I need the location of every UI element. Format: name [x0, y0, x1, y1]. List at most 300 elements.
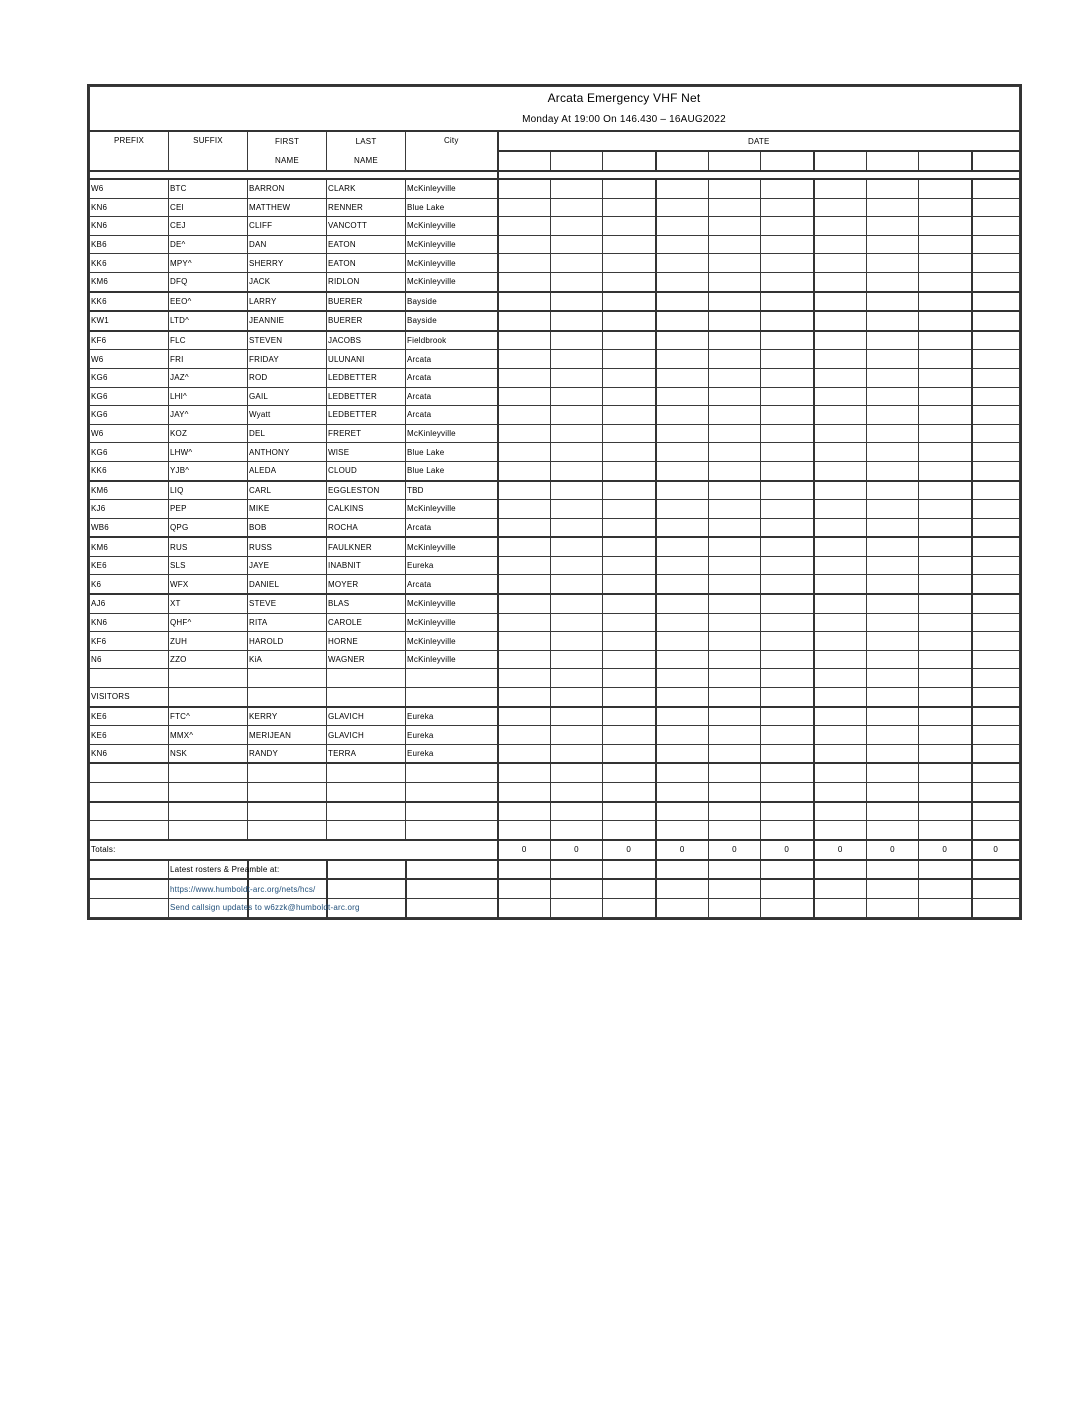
attendance-cell[interactable]	[551, 254, 603, 273]
attendance-cell[interactable]	[551, 443, 603, 462]
attendance-cell[interactable]	[919, 594, 972, 613]
cell-last[interactable]: GLAVICH	[327, 726, 406, 745]
attendance-cell[interactable]	[498, 387, 551, 406]
attendance-cell[interactable]	[919, 179, 972, 198]
attendance-cell[interactable]	[919, 688, 972, 707]
attendance-cell[interactable]	[867, 860, 919, 880]
attendance-cell[interactable]	[972, 575, 1020, 594]
cell-prefix[interactable]	[90, 860, 169, 880]
attendance-cell[interactable]	[656, 783, 709, 802]
attendance-cell[interactable]	[761, 217, 814, 236]
cell-prefix[interactable]: KG6	[90, 443, 169, 462]
attendance-cell[interactable]	[919, 613, 972, 632]
attendance-cell[interactable]	[603, 198, 656, 217]
attendance-cell[interactable]	[814, 292, 867, 312]
cell-prefix[interactable]	[90, 763, 169, 782]
attendance-cell[interactable]	[814, 688, 867, 707]
attendance-cell[interactable]	[919, 537, 972, 556]
attendance-cell[interactable]	[972, 879, 1020, 898]
attendance-cell[interactable]	[867, 387, 919, 406]
attendance-cell[interactable]	[761, 518, 814, 537]
cell-last[interactable]	[327, 821, 406, 840]
cell-first[interactable]: ROD	[248, 368, 327, 387]
attendance-cell[interactable]	[919, 292, 972, 312]
cell-prefix[interactable]: KE6	[90, 556, 169, 575]
cell-suffix[interactable]: FTC^	[169, 707, 248, 726]
attendance-cell[interactable]	[972, 763, 1020, 782]
attendance-cell[interactable]	[603, 217, 656, 236]
attendance-cell[interactable]	[498, 292, 551, 312]
attendance-cell[interactable]	[551, 518, 603, 537]
attendance-cell[interactable]	[814, 461, 867, 480]
attendance-cell[interactable]	[498, 198, 551, 217]
attendance-cell[interactable]	[867, 537, 919, 556]
attendance-cell[interactable]	[919, 783, 972, 802]
cell-first[interactable]: BOB	[248, 518, 327, 537]
attendance-cell[interactable]	[814, 802, 867, 821]
attendance-cell[interactable]	[656, 179, 709, 198]
attendance-cell[interactable]	[761, 235, 814, 254]
cell-city[interactable]: Blue Lake	[406, 198, 498, 217]
callsign-update-note[interactable]: Send callsign updates to w6zzk@humboldt-arc.org	[169, 898, 248, 917]
attendance-cell[interactable]	[709, 802, 761, 821]
cell-suffix[interactable]	[169, 802, 248, 821]
cell-suffix[interactable]: PEP	[169, 500, 248, 519]
date-column-10[interactable]	[972, 151, 1020, 171]
attendance-cell[interactable]	[972, 350, 1020, 369]
cell-city[interactable]: McKinleyville	[406, 537, 498, 556]
attendance-cell[interactable]	[498, 688, 551, 707]
attendance-cell[interactable]	[709, 481, 761, 500]
cell-prefix[interactable]: KN6	[90, 198, 169, 217]
attendance-cell[interactable]	[761, 556, 814, 575]
attendance-cell[interactable]	[814, 650, 867, 669]
cell-city[interactable]: Blue Lake	[406, 461, 498, 480]
attendance-cell[interactable]	[656, 518, 709, 537]
cell-suffix[interactable]	[169, 763, 248, 782]
attendance-cell[interactable]	[867, 311, 919, 331]
attendance-cell[interactable]	[761, 179, 814, 198]
attendance-cell[interactable]	[972, 198, 1020, 217]
attendance-cell[interactable]	[867, 500, 919, 519]
date-column-3[interactable]	[603, 151, 656, 171]
attendance-cell[interactable]	[867, 350, 919, 369]
cell-first[interactable]: HAROLD	[248, 632, 327, 651]
attendance-cell[interactable]	[709, 613, 761, 632]
cell-city[interactable]: McKinleyville	[406, 254, 498, 273]
cell-suffix[interactable]: YJB^	[169, 461, 248, 480]
attendance-cell[interactable]	[498, 650, 551, 669]
attendance-cell[interactable]	[761, 292, 814, 312]
cell-city[interactable]	[406, 763, 498, 782]
attendance-cell[interactable]	[551, 632, 603, 651]
attendance-cell[interactable]	[603, 368, 656, 387]
cell-last[interactable]	[327, 688, 406, 707]
attendance-cell[interactable]	[919, 802, 972, 821]
cell-last[interactable]: JACOBS	[327, 331, 406, 350]
attendance-cell[interactable]	[972, 726, 1020, 745]
attendance-cell[interactable]	[814, 272, 867, 291]
cell-city[interactable]: Arcata	[406, 350, 498, 369]
cell-first[interactable]: SHERRY	[248, 254, 327, 273]
cell-first[interactable]: JAYE	[248, 556, 327, 575]
attendance-cell[interactable]	[761, 387, 814, 406]
attendance-cell[interactable]	[498, 443, 551, 462]
attendance-cell[interactable]	[867, 461, 919, 480]
attendance-cell[interactable]	[814, 235, 867, 254]
cell-last[interactable]: CALKINS	[327, 500, 406, 519]
cell-city[interactable]: Bayside	[406, 292, 498, 312]
cell-prefix[interactable]: KN6	[90, 744, 169, 763]
cell-prefix[interactable]	[90, 821, 169, 840]
attendance-cell[interactable]	[867, 783, 919, 802]
attendance-cell[interactable]	[709, 500, 761, 519]
cell-suffix[interactable]: NSK	[169, 744, 248, 763]
attendance-cell[interactable]	[603, 860, 656, 880]
attendance-cell[interactable]	[919, 821, 972, 840]
attendance-cell[interactable]	[709, 311, 761, 331]
cell-last[interactable]: MOYER	[327, 575, 406, 594]
cell-prefix[interactable]: KG6	[90, 406, 169, 425]
attendance-cell[interactable]	[972, 783, 1020, 802]
attendance-cell[interactable]	[814, 518, 867, 537]
date-column-1[interactable]	[498, 151, 551, 171]
attendance-cell[interactable]	[972, 594, 1020, 613]
attendance-cell[interactable]	[709, 707, 761, 726]
attendance-cell[interactable]	[551, 311, 603, 331]
cell-prefix[interactable]: KG6	[90, 387, 169, 406]
cell-city[interactable]	[406, 669, 498, 688]
attendance-cell[interactable]	[498, 744, 551, 763]
cell-suffix[interactable]: LHW^	[169, 443, 248, 462]
attendance-cell[interactable]	[498, 879, 551, 898]
attendance-cell[interactable]	[761, 613, 814, 632]
attendance-cell[interactable]	[919, 217, 972, 236]
attendance-cell[interactable]	[603, 424, 656, 443]
cell-prefix[interactable]: KF6	[90, 632, 169, 651]
cell-suffix[interactable]: MPY^	[169, 254, 248, 273]
cell-suffix[interactable]	[169, 669, 248, 688]
cell-prefix[interactable]: KB6	[90, 235, 169, 254]
cell-first[interactable]: KiA	[248, 650, 327, 669]
cell-prefix[interactable]: KK6	[90, 254, 169, 273]
attendance-cell[interactable]	[709, 594, 761, 613]
attendance-cell[interactable]	[867, 613, 919, 632]
attendance-cell[interactable]	[919, 744, 972, 763]
attendance-cell[interactable]	[972, 500, 1020, 519]
attendance-cell[interactable]	[603, 254, 656, 273]
cell-prefix[interactable]: KM6	[90, 272, 169, 291]
attendance-cell[interactable]	[761, 368, 814, 387]
cell-prefix[interactable]: N6	[90, 650, 169, 669]
cell-city[interactable]: McKinleyville	[406, 235, 498, 254]
attendance-cell[interactable]	[551, 217, 603, 236]
attendance-cell[interactable]	[867, 763, 919, 782]
attendance-cell[interactable]	[656, 688, 709, 707]
attendance-cell[interactable]	[814, 387, 867, 406]
cell-last[interactable]: EATON	[327, 254, 406, 273]
cell-city[interactable]	[406, 821, 498, 840]
attendance-cell[interactable]	[972, 424, 1020, 443]
attendance-cell[interactable]	[972, 707, 1020, 726]
attendance-cell[interactable]	[656, 898, 709, 917]
attendance-cell[interactable]	[919, 272, 972, 291]
cell-city[interactable]: Arcata	[406, 368, 498, 387]
attendance-cell[interactable]	[656, 575, 709, 594]
attendance-cell[interactable]	[603, 556, 656, 575]
attendance-cell[interactable]	[709, 688, 761, 707]
attendance-cell[interactable]	[603, 406, 656, 425]
attendance-cell[interactable]	[814, 254, 867, 273]
attendance-cell[interactable]	[814, 350, 867, 369]
cell-prefix[interactable]	[90, 802, 169, 821]
attendance-cell[interactable]	[867, 424, 919, 443]
attendance-cell[interactable]	[761, 461, 814, 480]
attendance-cell[interactable]	[761, 537, 814, 556]
date-column-4[interactable]	[656, 151, 709, 171]
attendance-cell[interactable]	[603, 179, 656, 198]
attendance-cell[interactable]	[498, 898, 551, 917]
attendance-cell[interactable]	[498, 575, 551, 594]
cell-last[interactable]: GLAVICH	[327, 707, 406, 726]
attendance-cell[interactable]	[867, 688, 919, 707]
attendance-cell[interactable]	[972, 669, 1020, 688]
cell-last[interactable]: LEDBETTER	[327, 387, 406, 406]
attendance-cell[interactable]	[972, 556, 1020, 575]
attendance-cell[interactable]	[656, 443, 709, 462]
attendance-cell[interactable]	[656, 481, 709, 500]
attendance-cell[interactable]	[656, 537, 709, 556]
attendance-cell[interactable]	[603, 632, 656, 651]
attendance-cell[interactable]	[709, 331, 761, 350]
attendance-cell[interactable]	[919, 650, 972, 669]
attendance-cell[interactable]	[814, 406, 867, 425]
attendance-cell[interactable]	[972, 443, 1020, 462]
attendance-cell[interactable]	[761, 632, 814, 651]
attendance-cell[interactable]	[709, 235, 761, 254]
attendance-cell[interactable]	[867, 235, 919, 254]
date-column-8[interactable]	[867, 151, 919, 171]
cell-suffix[interactable]: SLS	[169, 556, 248, 575]
cell-first[interactable]: RUSS	[248, 537, 327, 556]
cell-suffix[interactable]	[169, 821, 248, 840]
attendance-cell[interactable]	[656, 235, 709, 254]
cell-prefix[interactable]	[90, 783, 169, 802]
attendance-cell[interactable]	[972, 292, 1020, 312]
attendance-cell[interactable]	[867, 879, 919, 898]
cell-last[interactable]: BUERER	[327, 292, 406, 312]
attendance-cell[interactable]	[919, 763, 972, 782]
attendance-cell[interactable]	[761, 406, 814, 425]
attendance-cell[interactable]	[498, 860, 551, 880]
attendance-cell[interactable]	[867, 594, 919, 613]
attendance-cell[interactable]	[761, 821, 814, 840]
cell-first[interactable]	[248, 783, 327, 802]
cell-prefix[interactable]: KM6	[90, 481, 169, 500]
attendance-cell[interactable]	[919, 254, 972, 273]
attendance-cell[interactable]	[551, 879, 603, 898]
cell-first[interactable]: KERRY	[248, 707, 327, 726]
attendance-cell[interactable]	[551, 235, 603, 254]
attendance-cell[interactable]	[972, 254, 1020, 273]
cell-last[interactable]: ROCHA	[327, 518, 406, 537]
attendance-cell[interactable]	[814, 726, 867, 745]
cell-first[interactable]: FRIDAY	[248, 350, 327, 369]
attendance-cell[interactable]	[603, 613, 656, 632]
date-column-9[interactable]	[919, 151, 972, 171]
attendance-cell[interactable]	[972, 406, 1020, 425]
attendance-cell[interactable]	[551, 707, 603, 726]
cell-suffix[interactable]: XT	[169, 594, 248, 613]
attendance-cell[interactable]	[761, 707, 814, 726]
attendance-cell[interactable]	[709, 575, 761, 594]
cell-city[interactable]: Arcata	[406, 575, 498, 594]
cell-first[interactable]: MERIJEAN	[248, 726, 327, 745]
attendance-cell[interactable]	[814, 368, 867, 387]
cell-city[interactable]: McKinleyville	[406, 500, 498, 519]
attendance-cell[interactable]	[972, 802, 1020, 821]
attendance-cell[interactable]	[551, 179, 603, 198]
attendance-cell[interactable]	[603, 292, 656, 312]
cell-last[interactable]	[327, 802, 406, 821]
cell-suffix[interactable]: LHI^	[169, 387, 248, 406]
cell-city[interactable]: McKinleyville	[406, 650, 498, 669]
attendance-cell[interactable]	[498, 518, 551, 537]
cell-first[interactable]: DEL	[248, 424, 327, 443]
attendance-cell[interactable]	[551, 368, 603, 387]
cell-first[interactable]: GAIL	[248, 387, 327, 406]
cell-prefix[interactable]: KG6	[90, 368, 169, 387]
attendance-cell[interactable]	[498, 537, 551, 556]
cell-last[interactable]: ULUNANI	[327, 350, 406, 369]
attendance-cell[interactable]	[709, 461, 761, 480]
attendance-cell[interactable]	[709, 179, 761, 198]
attendance-cell[interactable]	[656, 802, 709, 821]
cell-suffix[interactable]: JAZ^	[169, 368, 248, 387]
attendance-cell[interactable]	[656, 217, 709, 236]
attendance-cell[interactable]	[498, 707, 551, 726]
attendance-cell[interactable]	[551, 726, 603, 745]
cell-last[interactable]	[327, 783, 406, 802]
attendance-cell[interactable]	[656, 763, 709, 782]
cell-last[interactable]: TERRA	[327, 744, 406, 763]
attendance-cell[interactable]	[761, 879, 814, 898]
cell-suffix[interactable]: DFQ	[169, 272, 248, 291]
attendance-cell[interactable]	[814, 179, 867, 198]
attendance-cell[interactable]	[709, 898, 761, 917]
attendance-cell[interactable]	[919, 879, 972, 898]
attendance-cell[interactable]	[814, 669, 867, 688]
attendance-cell[interactable]	[761, 744, 814, 763]
attendance-cell[interactable]	[972, 311, 1020, 331]
attendance-cell[interactable]	[551, 272, 603, 291]
attendance-cell[interactable]	[972, 613, 1020, 632]
cell-city[interactable]: Eureka	[406, 556, 498, 575]
attendance-cell[interactable]	[972, 235, 1020, 254]
cell-suffix[interactable]: CEJ	[169, 217, 248, 236]
attendance-cell[interactable]	[603, 783, 656, 802]
attendance-cell[interactable]	[709, 443, 761, 462]
attendance-cell[interactable]	[603, 311, 656, 331]
attendance-cell[interactable]	[709, 879, 761, 898]
attendance-cell[interactable]	[498, 350, 551, 369]
cell-suffix[interactable]: QPG	[169, 518, 248, 537]
cell-suffix[interactable]: JAY^	[169, 406, 248, 425]
attendance-cell[interactable]	[551, 650, 603, 669]
attendance-cell[interactable]	[761, 272, 814, 291]
attendance-cell[interactable]	[656, 879, 709, 898]
attendance-cell[interactable]	[814, 424, 867, 443]
attendance-cell[interactable]	[603, 763, 656, 782]
attendance-cell[interactable]	[603, 707, 656, 726]
cell-city[interactable]: Bayside	[406, 311, 498, 331]
attendance-cell[interactable]	[656, 707, 709, 726]
attendance-cell[interactable]	[656, 650, 709, 669]
attendance-cell[interactable]	[867, 650, 919, 669]
attendance-cell[interactable]	[972, 860, 1020, 880]
attendance-cell[interactable]	[709, 518, 761, 537]
attendance-cell[interactable]	[551, 292, 603, 312]
cell-last[interactable]: RIDLON	[327, 272, 406, 291]
attendance-cell[interactable]	[498, 217, 551, 236]
cell-suffix[interactable]: MMX^	[169, 726, 248, 745]
cell-prefix[interactable]: KN6	[90, 217, 169, 236]
attendance-cell[interactable]	[867, 254, 919, 273]
attendance-cell[interactable]	[709, 368, 761, 387]
attendance-cell[interactable]	[551, 821, 603, 840]
attendance-cell[interactable]	[972, 821, 1020, 840]
attendance-cell[interactable]	[814, 783, 867, 802]
attendance-cell[interactable]	[498, 481, 551, 500]
attendance-cell[interactable]	[603, 821, 656, 840]
attendance-cell[interactable]	[814, 821, 867, 840]
attendance-cell[interactable]	[656, 744, 709, 763]
attendance-cell[interactable]	[761, 802, 814, 821]
attendance-cell[interactable]	[551, 556, 603, 575]
cell-first[interactable]: JEANNIE	[248, 311, 327, 331]
attendance-cell[interactable]	[761, 763, 814, 782]
cell-first[interactable]: ANTHONY	[248, 443, 327, 462]
attendance-cell[interactable]	[814, 613, 867, 632]
cell-first[interactable]: RITA	[248, 613, 327, 632]
attendance-cell[interactable]	[498, 254, 551, 273]
attendance-cell[interactable]	[551, 350, 603, 369]
attendance-cell[interactable]	[814, 311, 867, 331]
cell-last[interactable]	[327, 763, 406, 782]
attendance-cell[interactable]	[551, 575, 603, 594]
attendance-cell[interactable]	[709, 350, 761, 369]
attendance-cell[interactable]	[972, 368, 1020, 387]
attendance-cell[interactable]	[551, 688, 603, 707]
attendance-cell[interactable]	[919, 518, 972, 537]
attendance-cell[interactable]	[814, 860, 867, 880]
attendance-cell[interactable]	[761, 331, 814, 350]
attendance-cell[interactable]	[814, 744, 867, 763]
attendance-cell[interactable]	[603, 802, 656, 821]
cell-first[interactable]: Wyatt	[248, 406, 327, 425]
attendance-cell[interactable]	[761, 198, 814, 217]
attendance-cell[interactable]	[498, 783, 551, 802]
attendance-cell[interactable]	[867, 481, 919, 500]
attendance-cell[interactable]	[919, 632, 972, 651]
attendance-cell[interactable]	[972, 650, 1020, 669]
attendance-cell[interactable]	[498, 368, 551, 387]
attendance-cell[interactable]	[814, 217, 867, 236]
cell-city[interactable]: Arcata	[406, 406, 498, 425]
cell-last[interactable]: INABNIT	[327, 556, 406, 575]
attendance-cell[interactable]	[919, 235, 972, 254]
cell-prefix[interactable]	[90, 669, 169, 688]
